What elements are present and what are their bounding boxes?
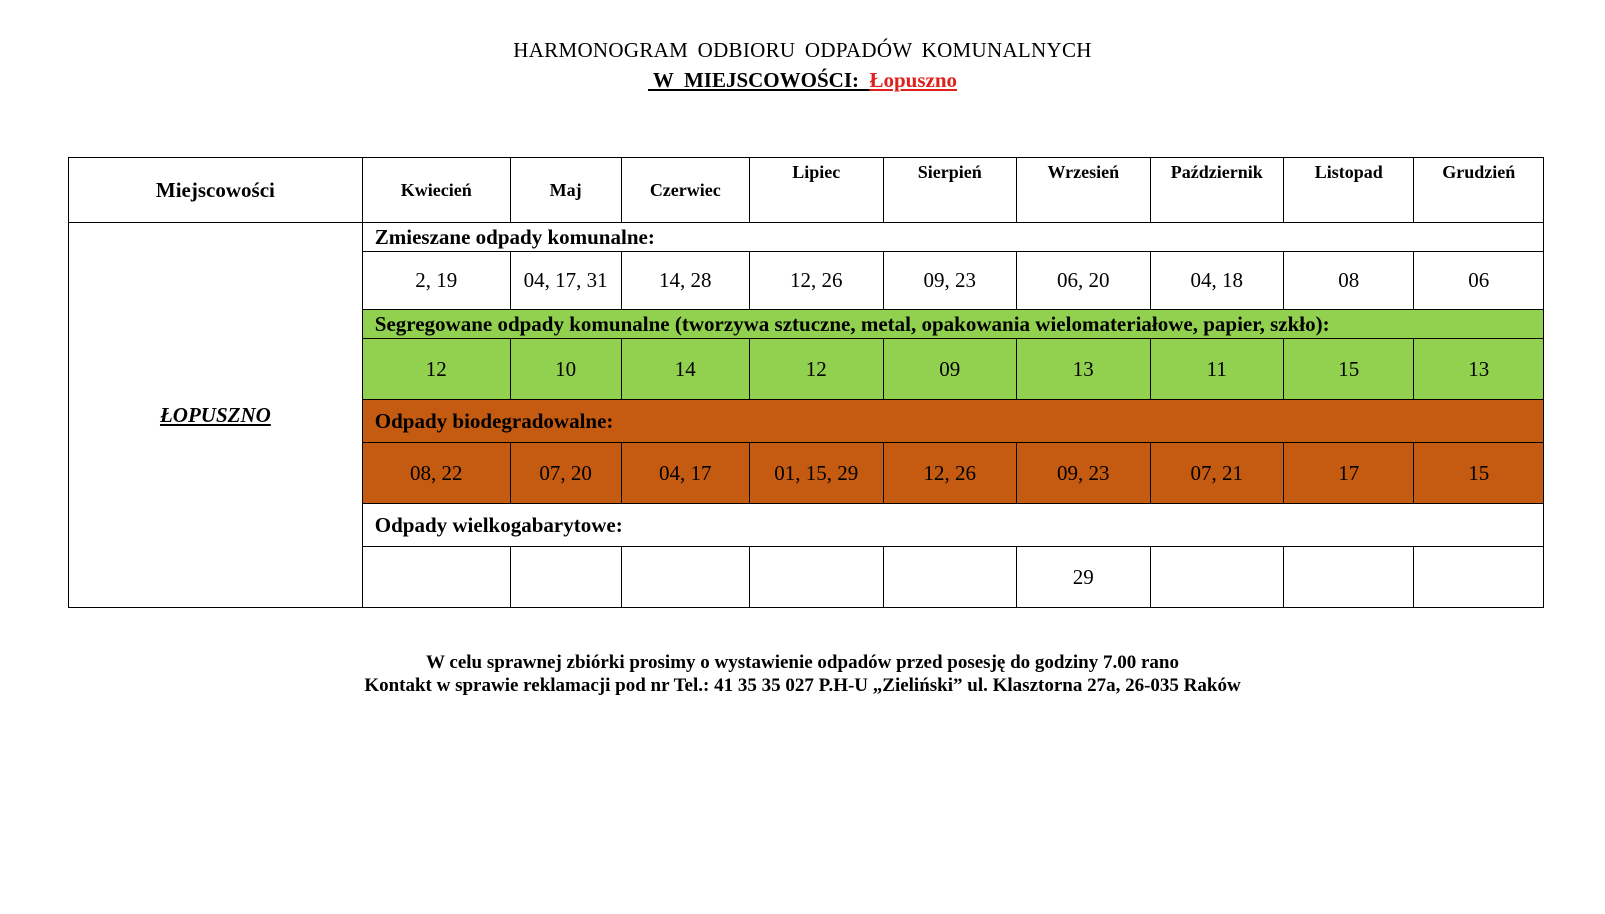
- date-cell: [749, 547, 883, 608]
- date-cell: 29: [1017, 547, 1151, 608]
- month-header: Kwiecień: [362, 158, 510, 223]
- date-cell: 12: [362, 339, 510, 400]
- month-header: Maj: [510, 158, 621, 223]
- date-cell: 04, 17: [621, 443, 749, 504]
- month-header: Lipiec: [749, 158, 883, 223]
- date-cell: 11: [1150, 339, 1284, 400]
- date-cell: 07, 20: [510, 443, 621, 504]
- location-name: ŁOPUSZNO: [69, 223, 363, 608]
- month-header: Październik: [1150, 158, 1284, 223]
- date-cell: [1284, 547, 1414, 608]
- month-header: Wrzesień: [1017, 158, 1151, 223]
- subtitle-prefix: W MIEJSCOWOŚCI:: [647, 68, 870, 92]
- date-cell: 13: [1017, 339, 1151, 400]
- category-label: Zmieszane odpady komunalne:: [362, 223, 1543, 252]
- date-cell: 2, 19: [362, 252, 510, 310]
- month-header: Grudzień: [1414, 158, 1544, 223]
- date-cell: 09: [883, 339, 1017, 400]
- date-cell: 04, 18: [1150, 252, 1284, 310]
- date-cell: 14: [621, 339, 749, 400]
- document-subtitle: [0, 68, 1605, 93]
- date-cell: 06: [1414, 252, 1544, 310]
- schedule-table: [68, 157, 1544, 608]
- date-cell: [510, 547, 621, 608]
- date-cell: 12, 26: [883, 443, 1017, 504]
- date-cell: 17: [1284, 443, 1414, 504]
- date-cell: [1414, 547, 1544, 608]
- date-cell: 06, 20: [1017, 252, 1151, 310]
- document-title: HARMONOGRAM ODBIORU ODPADÓW KOMUNALNYCH: [513, 38, 1092, 62]
- date-cell: 08, 22: [362, 443, 510, 504]
- date-cell: [362, 547, 510, 608]
- month-header: Sierpień: [883, 158, 1017, 223]
- date-cell: 07, 21: [1150, 443, 1284, 504]
- month-header: Czerwiec: [621, 158, 749, 223]
- category-row: [69, 223, 1544, 252]
- footer-contact: Kontakt w sprawie reklamacji pod nr Tel.: 41 35 35 027 P.H-U „Zieliński” ul. Klasztorna 27a, 26-035 Raków: [364, 675, 1241, 696]
- date-cell: 14, 28: [621, 252, 749, 310]
- date-cell: [621, 547, 749, 608]
- date-cell: 08: [1284, 252, 1414, 310]
- header-row: [69, 158, 1544, 223]
- date-cell: 01, 15, 29: [749, 443, 883, 504]
- date-cell: [1150, 547, 1284, 608]
- date-cell: 12, 26: [749, 252, 883, 310]
- date-cell: 15: [1414, 443, 1544, 504]
- date-cell: 09, 23: [1017, 443, 1151, 504]
- date-cell: 09, 23: [883, 252, 1017, 310]
- month-header: Listopad: [1284, 158, 1414, 223]
- date-cell: 12: [749, 339, 883, 400]
- date-cell: 04, 17, 31: [510, 252, 621, 310]
- location-column-header: Miejscowości: [69, 158, 363, 223]
- category-label: Odpady biodegradowalne:: [362, 400, 1543, 443]
- category-label: Odpady wielkogabarytowe:: [362, 504, 1543, 547]
- date-cell: 13: [1414, 339, 1544, 400]
- place-name: Łopuszno: [869, 68, 958, 92]
- footer-note: W celu sprawnej zbiórki prosimy o wystawienie odpadów przed posesję do godziny 7.00 rano: [426, 652, 1179, 673]
- category-label: Segregowane odpady komunalne (tworzywa sztuczne, metal, opakowania wielomateriałowe, papier, szkło):: [362, 310, 1543, 339]
- date-cell: 10: [510, 339, 621, 400]
- date-cell: [883, 547, 1017, 608]
- date-cell: 15: [1284, 339, 1414, 400]
